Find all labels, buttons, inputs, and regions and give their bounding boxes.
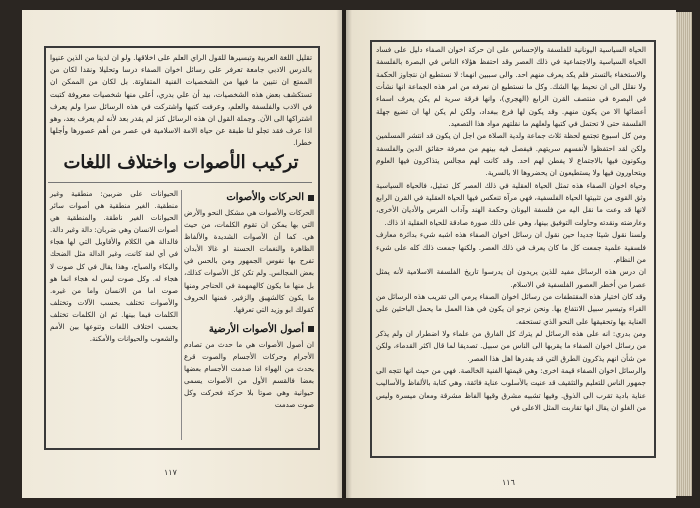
right-paragraph: ومن كل اسبوع تجتمع لحظة ثلاث جماعة ولدية الصلاة من اجل ان يكون قد انتشر المسلمين ولكن لقد احتفظوا لأنفسهم سريتهم. فيفصل فيه بينهم من معرفة حقائق الدين والفلسفة ويكونون فيها بالاجتماع لا يفطن لهم احد. وقد كانت لهم مجالس يتذاكرون فيها العلوم ويتحاورون فيها ولا يستطيعون ان يحضروها الا بالسرية.: [376, 131, 646, 178]
bullet-square-icon: [308, 195, 314, 201]
bullet-square-icon: [308, 326, 314, 332]
left-page-right-column: [184, 188, 314, 411]
section-heading-origins: أصول الأصوات الأرضية: [184, 322, 314, 337]
section-text-movements: الحركات والأصوات هي مشكل النحو والأرض التي بها يمكن ان تقوم الكلمات، من حيث هي. كما أن الأصوات الشديدة والألفاظ الظاهرة والنغمات الحسنة او غالا الأبدان تفرح بها نفوس الجمهور ومن بالحس في بعض المجالس. ولم تكن كل الأصوات كذلك، بل منها ما يكون كالهمهمة في الحناجر ومنها ما يكون كالشهيق والزفير. فمنها الحروف كقولك ابو وزيد التي تعرفها.: [184, 208, 314, 314]
page-edges: [676, 12, 692, 496]
left-page-left-column: الحيوانات على ضربين: منطقية وغير منطقية. الغير منطقية هي أصوات سائر الحيوانات الغير ناطقة. والمنطقية هي أصوات الانسان وهي ضربان: دالة وغير دالة. فالدالة هي الكلام والأقاويل التي لها هجاء في أي لغة كانت، وغير الدالة مثل الضحك والبكاء والصياح، وهذا يقال في كل صوت لا هجاء له. وكل صوت ليس له هجاء انما هو صوت اما من الانسان واما من غيره. والأصوات تختلف بحسب الآلات وتختلف الكلمات فيما بينها. ثم ان الكلمات تختلف بحسب اختلاف اللغات وتنوعها بين الأمم والشعوب والحيوانات والأمكنة.: [50, 189, 178, 344]
page-number-left: ١١٧: [164, 468, 177, 477]
chapter-title: تركيب الأصوات واختلاف اللغات: [63, 152, 299, 173]
right-paragraph: ولسنا نقول شيئا جديدا حين نقول ان رسائل اخوان الصفاء هذه اشبه شيء بدائرة معارف فلسفية علمية جمعت كل ما كان يعرف في ذلك العصر. ولكنها جمعت ذلك كله على شيء من النظام.: [376, 230, 646, 264]
right-paragraph: وقد كان اختيار هذه المقتطفات من رسائل اخوان الصفاء يرمي الى تقريب هذه الرسائل من القراء وتيسير سبيل الانتفاع بها. ونحن نرجو ان يكون في هذا العمل ما يحمل الباحثين على العناية بها وتحقيقها على النحو الذي تستحقه.: [376, 291, 646, 326]
section-text-origins: ان أصول الأصوات هي ما حدث من تصادم الأجرام وحركات الأجسام والصوت قرع يحدث من الهواء اذا صدمت الأجسام بعضها بعضا فالقسم الأول من الأصوات يسمى حيوانية وهي صوتا بلا حركة فحركت وكل صوت صدمت: [184, 339, 314, 410]
title-rule: [48, 182, 312, 183]
right-paragraph: ومن بدري: انه على هذه الرسائل لم يترك كل الفارق من علماء ولا اضطرار ان ولم يذكر من رسائل اخوان الصفاء ما يقربها الى الناس من سبيل. تصديقا لما قال اكثر القدماء، ولكن من شأن انهم يذكرون الطرق التي قد يقدرها اهل هذا العصر.: [376, 328, 646, 363]
right-paragraph: والرسائل اخوان الصفاء قيمة اخرى: وهي قيمتها الفنية الخالصة. فهي من حيث انها تتجه الى جمهور الناس للتعليم والتثقيف قد عنيت بالأسلوب عناية فائقة، وهي كتابة بالألفاظ والأساليب عناية بادية تقرب الى الذوق. وفيها تشبيه مشرق وقيها الفاظ مشرقة ومعان ميسرة وليس من الغلو ان يقال انها تقاربت المثل الاعلى في: [376, 365, 646, 412]
right-page-content: [346, 10, 676, 498]
right-paragraph: ان درس هذه الرسائل مفيد للذين يريدون ان يدرسوا تاريخ الفلسفة الاسلامية لأنه يمثل عصرا من أخطر العصور الفلسفية في الاسلام.: [376, 267, 646, 289]
right-paragraph: وحياة اخوان الصفاء هذه تمثل الحياة العقلية في ذلك العصر كل تمثيل، فالحياة السياسية وثق القوى من تثبيتها الحياة الفلسفية، فهي مرآة تنعكس فيها الحياة العقلية في القرن الرابع لانها قد وعت ما نقل اليه من فلسفة اليونان وحكمة الهند وآداب الفرس والأديان الأخرى، وعارضته ونقدته وحاولت التوفيق بينها، وهي على ذلك صورة صادقة للحياة العقلية اذ ذاك.: [376, 180, 646, 227]
page-number-right: ١١٦: [502, 478, 515, 487]
column-divider: [181, 190, 182, 440]
left-intro-paragraph: تقليل اللغة العربية وتبسيرها للقول الراي العلم على اخلاقها. ولو ان لدينا من الذين عنيوا بالدرس الادبي جامعة تعرفر على رسائل اخوان الصفاء درسا وتحليلا ونقدا لكان من الممتع ان نتبين ما فيها من الشخصيات الفنية المتفاوتة. بل لكان من الممكن ان تستكشف بعض هذه الشخصيات، بيد أن علي بدري، أعلى منها شخصيات معروفة كتبت في الادب والفلسفة والعلم، وعرفت كتبها واشتركت في هذه الرسائل سرا ولم يعرف اشتراكها الى الآن. وجملة القول ان هذه الرسائل كنز لم يقدر بعد لأنه لم يعرف بعد، وهو اذا عرف فقد تجلو لنا طبقة عن حياة الامة الاسلامية في عصر من أهم عصورها وأجلها خطرا.: [50, 53, 312, 148]
section-heading-movements: الحركات والأصوات: [184, 190, 314, 205]
right-page-body: [376, 44, 646, 414]
right-paragraph: الحياة السياسية اليونانية للفلسفة والإحساس على ان حركة اخوان الصفاء دليل على فساد الحياة السياسية والاجتماعية في ذلك العصر وقد احتفظ هؤلاء الناس في البصرة بالفلسفة والاستخفاء بالتستر فلم يكد يعرف منهم احد. والى سببين انهما: لا نستطيع ان نتجاوز الحكمة ولا نقلل الى ان نحيط بها الشك. وكل ما نستطيع ان نعرفه من امر هذه الجماعة انها نشأت في البصرة في منتصف القرن الرابع (الهجري)، وانها فرقة سرية لم يكن يعرف اسماء أعضائها الا من يكون منهم. وقد يكون لها فرع ببغداد، ولكن لم يكن لها ان تضيع جهلة الفلسفة حتى لا تحتمل في كتبها ولعلهم ما نقلتهم مواد هذا التصعيد.: [376, 45, 646, 129]
